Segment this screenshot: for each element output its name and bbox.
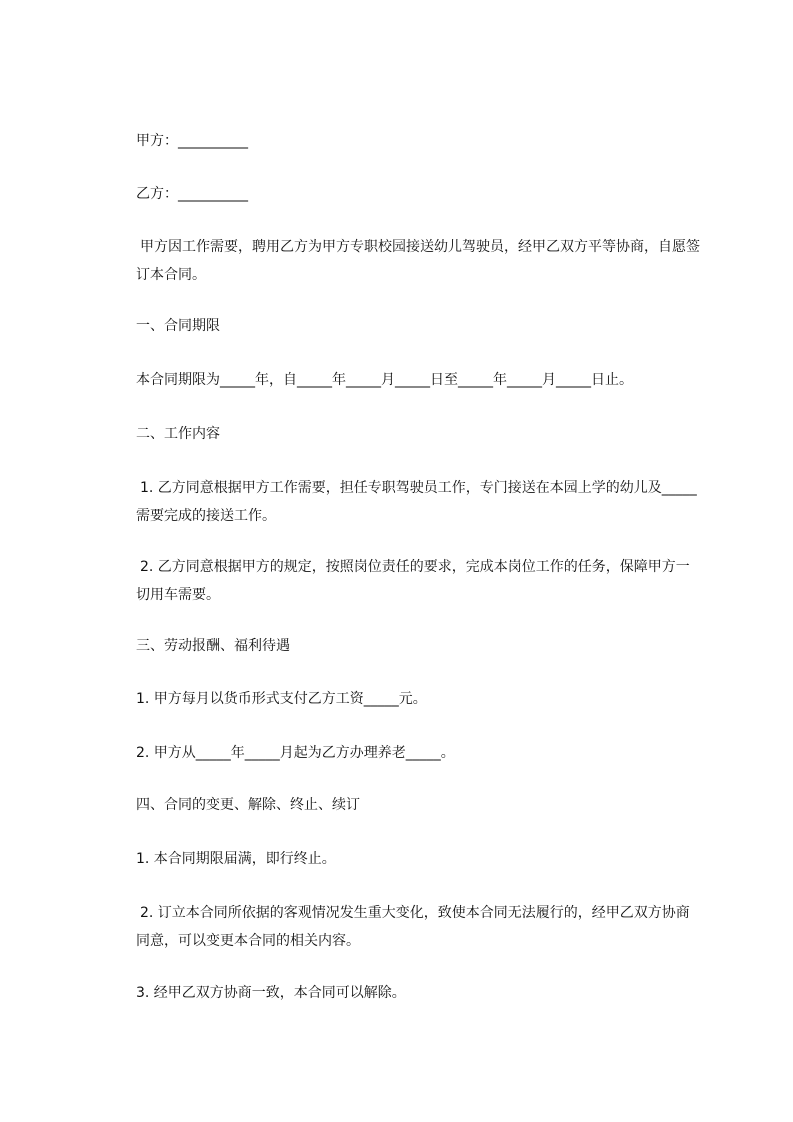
section-heading-work-content: 二、工作内容 [136, 426, 220, 442]
section-heading-term: 一、合同期限 [136, 318, 220, 334]
party-a-line: 甲方：__________ [136, 133, 248, 149]
section-heading-changes: 四、合同的变更、解除、终止、续订 [136, 797, 360, 813]
work-content-paragraph-2: 2. 乙方同意根据甲方的规定，按照岗位责任的要求，完成本岗位工作的任务，保障甲方一切用车需要。 [136, 559, 690, 603]
changes-paragraph-2: 2. 订立本合同所依据的客观情况发生重大变化，致使本合同无法履行的，经甲乙双方协商同意，可以变更本合同的相关内容。 [136, 905, 690, 949]
compensation-paragraph-1: 1. 甲方每月以货币形式支付乙方工资_____元。 [136, 691, 427, 707]
compensation-paragraph-2: 2. 甲方从_____年_____月起为乙方办理养老_____。 [136, 745, 455, 761]
section-heading-compensation: 三、劳动报酬、福利待遇 [136, 638, 290, 654]
changes-paragraph-3: 3. 经甲乙双方协商一致，本合同可以解除。 [136, 985, 406, 1001]
changes-paragraph-1: 1. 本合同期限届满，即行终止。 [136, 851, 336, 867]
work-content-paragraph-1: 1. 乙方同意根据甲方工作需要，担任专职驾驶员工作，专门接送在本园上学的幼儿及_____需要完成的接送工作。 [136, 480, 697, 524]
intro-paragraph: 甲方因工作需要，聘用乙方为甲方专职校园接送幼儿驾驶员，经甲乙双方平等协商，自愿签订本合同。 [136, 239, 700, 283]
party-b-line: 乙方：__________ [136, 186, 248, 202]
term-paragraph: 本合同期限为_____年，自_____年_____月_____日至_____年_____月_____日止。 [136, 372, 633, 388]
